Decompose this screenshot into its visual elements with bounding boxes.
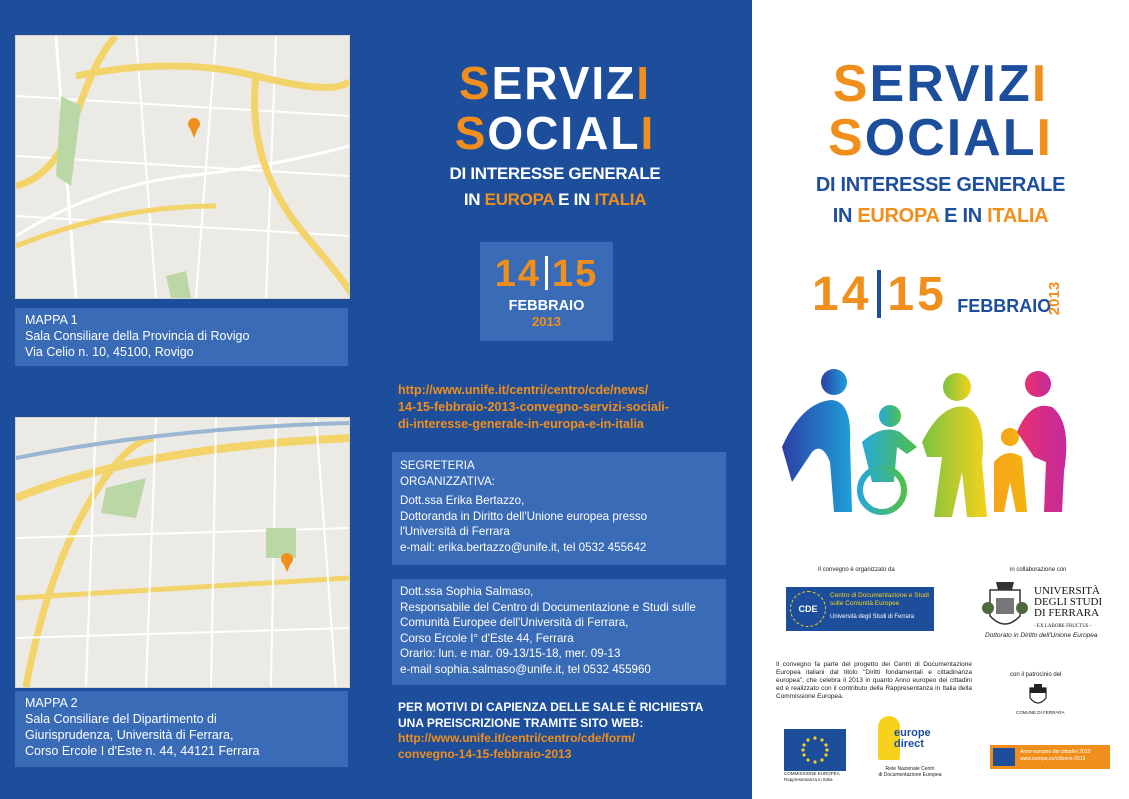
map-1-line2: Via Celio n. 10, 45100, Rovigo (25, 345, 194, 359)
map-2-caption (15, 691, 348, 767)
organized-by-label: Il convegno è organizzato da (818, 567, 895, 573)
commissione-line1: COMMISSIONE EUROPEA (784, 771, 840, 776)
notice-line1: PER MOTIVI DI CAPIENZA DELLE SALE È RICHIESTA (398, 700, 704, 714)
registration-url-line2[interactable]: convegno-14-15-febbraio-2013 (398, 746, 572, 761)
right-subtitle-1: DI INTERESSE GENERALE (815, 174, 1066, 196)
notice-line2: UNA PREISCRIZIONE TRAMITE SITO WEB: (398, 715, 644, 730)
patrocinio-label: con il patrocinio del (1010, 672, 1062, 678)
unife-motto: - EX LABORE FRUCTUS - (1034, 624, 1092, 629)
day2: 15 (552, 253, 599, 295)
unife-line3: DI FERRARA (1034, 607, 1100, 619)
right-day2: 15 (887, 268, 947, 321)
contact2-contact: e-mail sophia.salmaso@unife.it, tel 0532 455960 (400, 662, 651, 676)
rsub-europa: EUROPA (857, 205, 939, 227)
unife-line2: DEGLI STUDI (1034, 596, 1103, 608)
right-day1: 14 (812, 268, 872, 321)
segreteria-heading2: ORGANIZZATIVA: (400, 474, 495, 488)
rsub-in2: IN (962, 205, 982, 227)
middle-subtitle-2 (420, 190, 690, 210)
segreteria-box (392, 452, 726, 565)
date-box (480, 242, 613, 341)
contact2-hours: Orario: lun. e mar. 09-13/15-18, mer. 09-13 (400, 647, 621, 660)
map-2-image (15, 417, 350, 688)
map-1-title: MAPPA 1 (25, 313, 78, 327)
unife-name (1034, 586, 1129, 632)
date-month: FEBBRAIO (508, 298, 585, 314)
map-2-line2: Giurisprudenza, Università di Ferrara, (25, 728, 234, 742)
registration-notice (398, 700, 703, 762)
registration-url-line1[interactable]: http://www.unife.it/centri/centro/cde/form/ (398, 731, 635, 745)
middle-title (420, 57, 690, 210)
map-1-image (15, 35, 350, 299)
contact2-box (392, 579, 726, 685)
right-year: 2013 (1046, 281, 1064, 316)
sub-europa: EUROPA (484, 190, 554, 209)
map-2-line1: Sala Consiliare del Dipartimento di (25, 712, 217, 726)
eu-mini-flag-icon (993, 748, 1015, 766)
sociali-rest: OCIAL (487, 107, 641, 159)
collab-label: in collaborazione con (1010, 567, 1067, 573)
right-title-line1: SERVIZI (832, 55, 1049, 113)
map-2-title: MAPPA 2 (25, 696, 78, 710)
direct-word: direct (894, 738, 924, 750)
map-1-caption (15, 308, 348, 366)
url-line2[interactable]: 14-15-febbraio-2013-convegno-servizi-sociali- (398, 400, 669, 414)
unife-line1: UNIVERSITÀ (1034, 585, 1100, 597)
day1: 14 (494, 253, 541, 295)
date-days (480, 254, 613, 294)
date-year: 2013 (532, 314, 561, 329)
cde-logo (786, 587, 934, 631)
servizi-rest: ERVIZ (491, 57, 637, 109)
commissione-label (784, 771, 850, 782)
sub-e: E (558, 190, 570, 209)
contact2-address: Corso Ercole I° d'Este 44, Ferrara (400, 631, 574, 645)
segreteria-role1: Dottoranda in Diritto dell'Unione europea presso (400, 509, 648, 523)
contact2-role1: Responsabile del Centro di Documentazione e Studi sulle (400, 600, 696, 614)
cde-sub: Università degli Studi di Ferrara (830, 614, 915, 620)
eu-flag (784, 729, 846, 771)
contact2-name: Dott.ssa Sophia Salmaso, (400, 585, 534, 598)
comune-label: COMUNE DI FERRARA (1016, 710, 1065, 715)
url-line3[interactable]: di-interesse-generale-in-europa-e-in-italia (398, 417, 644, 431)
sub-in2: IN (573, 190, 591, 209)
segreteria-contact: e-mail: erika.bertazzo@unife.it, tel 0532 455642 (400, 540, 647, 554)
sub-italia: ITALIA (594, 190, 647, 209)
anno-line2: www.europa.eu/citizens-2013 (1020, 756, 1086, 762)
rete-line2: di Documentazione Europea (878, 772, 942, 778)
segreteria-role2: l'Università di Ferrara (400, 525, 510, 538)
europe-direct-logo (878, 716, 940, 766)
middle-title-line1: SERVIZI (458, 57, 652, 109)
right-subtitle-2 (752, 205, 1129, 228)
segreteria-name: Dott.ssa Erika Bertazzo, (400, 494, 525, 507)
right-date (812, 270, 1051, 325)
right-title-line2: SOCIALI (828, 109, 1053, 167)
family-figures-logo (772, 362, 1072, 527)
anno-line1: Anno europeo dei cittadini 2013 (1020, 749, 1091, 755)
comune-crest-icon (1028, 684, 1048, 708)
rsub-e: E (944, 205, 958, 227)
segreteria-heading1: SEGRETERIA (400, 459, 475, 472)
rsub-italia: ITALIA (987, 205, 1049, 227)
cde-stars-icon: CDE (790, 591, 826, 627)
sub-in: IN (463, 190, 481, 209)
map-1-line1: Sala Consiliare della Provincia di Rovigo (25, 329, 250, 343)
rsub-in: IN (832, 205, 853, 227)
rete-label (870, 766, 950, 778)
rete-line1: Rete Nazionale Centri (885, 766, 935, 772)
cde-title: Centro di Documentazione e Studi sulle Comunità Europee (830, 592, 930, 607)
anno-europeo-banner (990, 745, 1110, 769)
commissione-line2: Rappresentanza in Italia (784, 776, 833, 782)
unife-doc: Dottorato in Diritto dell'Unione Europea (985, 632, 1098, 639)
europe-word: europe (894, 727, 931, 739)
eu-stars-icon (784, 729, 846, 771)
url-line1[interactable]: http://www.unife.it/centri/centro/cde/news/ (398, 383, 649, 397)
contact2-role2: Comunità Europee dell'Università di Ferrara, (400, 616, 629, 629)
right-title (752, 55, 1129, 228)
middle-subtitle-1: DI INTERESSE GENERALE (449, 164, 661, 183)
event-url-link[interactable] (398, 382, 669, 433)
middle-title-line2: SOCIALI (454, 107, 656, 159)
right-month: FEBBRAIO (957, 296, 1052, 316)
right-year-wrap (1046, 276, 1080, 326)
map-2-line3: Corso Ercole I d'Este n. 44, 44121 Ferrara (25, 744, 260, 758)
unife-crest-icon (982, 580, 1028, 636)
project-text: Il convegno fa parte del progetto dei Centri di Documentazione Europea italiani dal titolo "Diritti fondamentali e cittadinanza europea", che celebra il 2013 in quanto Anno europeo dei cittadini ed è realizzato con il contributo della Rappresentanza in Italia della Commissione Europea. (776, 661, 972, 700)
